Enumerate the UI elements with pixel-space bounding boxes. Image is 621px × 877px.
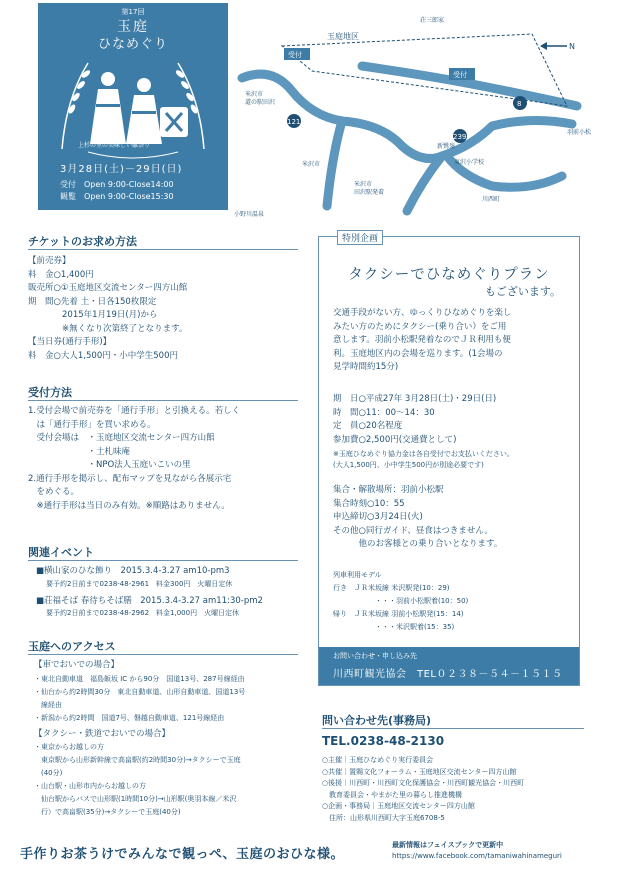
car-route: 線経由 (34, 700, 62, 709)
organizer-line: ○後援｜川西町・川西町文化保護協会・川西町観光協会・川西町 (322, 779, 525, 787)
train-line: ・・・米沢駅着(15：35) (333, 623, 455, 631)
map-label-tazawa-2: 田沢駅発着 (354, 189, 385, 196)
map-reception-2: 受付 (453, 71, 467, 79)
desc-line: みたい方のためにタクシー(乗り合い）をご用 (333, 321, 507, 332)
desc-line: 利。玉庭地区内の会場を巡ります。(1会場の (333, 348, 503, 359)
reception-line: ・NPO法人玉庭いこいの里 (28, 460, 191, 470)
special-meeting (333, 484, 502, 552)
detail-line: 時 間○11：00～14：30 (333, 407, 435, 418)
special-plan-title: タクシーでひなめぐりプラン (348, 267, 550, 283)
train-line: 帰り ＪＲ米坂線 羽前小松駅発(15：14) (333, 610, 464, 618)
ticket-line: 販売所○①玉庭地区交流センター四方山館 (28, 283, 188, 293)
ticket-line: 2015年1月19日(月)から (28, 310, 158, 320)
note-line: ※玉庭ひなめぐり協力金は各自受付でお支払いください。 (333, 450, 514, 458)
inquiry-organizers (322, 755, 524, 824)
ticket-section-title: チケットのお求め方法 (28, 235, 138, 248)
map-reception-1: 受付 (288, 51, 302, 59)
map-label-michinoeki-2: 道の駅田沢 (245, 99, 276, 106)
reception-rule (28, 400, 298, 401)
map-label-tazawa: 米沢市 (354, 181, 373, 188)
road-8: 8 (517, 100, 522, 108)
ticket-line: 料 金○1,400円 (28, 269, 94, 280)
meet-line: 集合時刻○10：55 (333, 498, 405, 509)
car-route: ・東北自動車道 福島飯坂 IC から90分 国道13号、287号線経由 (34, 674, 245, 683)
north-arrow-icon (540, 42, 575, 51)
reception-line: 2.通行手形を掲示し、配布マップを見ながら各展示宅 (28, 473, 232, 484)
reception-line: 受付会場は ・玉庭地区交流センター四方山館 (28, 433, 215, 443)
reception-line: をめぐる。 (28, 487, 80, 497)
access-section-title: 玉庭へのアクセス (28, 640, 116, 653)
detail-line: 期 日○平成27年 3月28日(土)・29日(日) (333, 394, 497, 404)
ticket-line: ※無くなり次第終了となります。 (28, 323, 188, 334)
car-route: ・新潟から約2時間 国道7号、磐越自動車道、121号線経由 (34, 713, 225, 722)
train-model (333, 569, 468, 634)
map-label-onogawa: 小野川温泉 (234, 211, 265, 218)
ticket-rule (28, 249, 298, 250)
special-details (333, 393, 496, 447)
north-label: N (569, 42, 575, 51)
area-map (232, 6, 614, 221)
reception-line: 1.受付会場で前売券を「通行手形」と引換える。若しく (28, 406, 241, 416)
events-list (36, 565, 263, 619)
opening-hours (60, 179, 174, 203)
car-route: ・仙台から約2時間30分 東北自動車道、山形自動車道、国道13号 (34, 687, 246, 696)
train-route: (40分) (34, 769, 63, 777)
ticket-line: 【当日券(通行手形)】 (28, 337, 112, 347)
event-item-title: ■荘福そば 春待ちそば膳 2015.3.4-3.27 am11:30-pm2 (36, 595, 263, 606)
special-plan-subtitle: もございます。 (484, 285, 561, 298)
reception-line: は「通行手形」を買い求める。 (28, 419, 156, 430)
map-label-kawanishi: 川西町 (482, 196, 501, 203)
organizer-line: 住所：山形県川西町大字玉庭6708-5 (322, 813, 445, 822)
reception-line: ※通行手形は当日のみ有効。※順路はありません。 (28, 500, 230, 511)
facebook-link[interactable]: https://www.facebook.com/tamaniwahinameguri (392, 852, 562, 860)
meet-line: その他○同行ガイド、昼食はつきません。 (333, 525, 493, 536)
event-item-detail: 要予約2日前まで0238-48-2961 料金300円 火曜日定休 (46, 579, 233, 588)
reception-info (28, 405, 240, 513)
ticket-line: 期 間○先着 土・日各150枚限定 (28, 296, 157, 307)
train-route: ・山台駅・山形市内からお越しの方 (34, 782, 146, 790)
facebook-note: 最新情報はフェイスブックで更新中 (392, 841, 504, 849)
contact-label: お問い合わせ・申し込み先 (333, 652, 417, 660)
special-header: 特別企画 (337, 230, 383, 245)
events-rule (28, 560, 298, 561)
events-section-title: 関連イベント (28, 546, 94, 559)
map-label-yonezawa: 米沢市 (302, 161, 321, 168)
event-title-place: 玉庭 (117, 19, 149, 35)
reception-section-title: 受付方法 (28, 386, 72, 399)
train-route: 行）で高畠駅(35分)→タクシーで玉庭(40分) (34, 808, 181, 816)
ticket-line: 料 金○大人1,500円・小中学生500円 (28, 350, 178, 361)
edition-label: 第17回 (121, 8, 145, 16)
tagline: 上杉の里の美味しい雛祭り (78, 142, 151, 149)
event-item-title: ■横山家のひな飾り 2015.3.4-3.27 am10-pm3 (36, 566, 230, 576)
map-label-tamaniwa: 玉庭地区 (327, 32, 359, 41)
access-rule (28, 654, 298, 655)
train-heading: 【タクシー・鉄道でおいでの場合】 (34, 728, 171, 739)
train-route: 東京駅から山形新幹線で高畠駅(約2時間30分)→タクシーで玉庭 (34, 756, 241, 764)
special-contact-footer (319, 647, 579, 685)
special-plan-box (318, 236, 580, 686)
inquiry-rule (322, 728, 584, 729)
train-route: ・東京からお越しの方 (34, 743, 104, 751)
train-route: 仙台駅からバスで山形駅(1時間10分)→山形駅(奥羽本線／米沢 (34, 795, 237, 803)
meet-line: 申込締切○3月24日(火) (333, 512, 423, 522)
inquiry-tel: TEL.0238-48-2130 (322, 734, 445, 748)
access-info (34, 659, 245, 819)
map-label-school: 東沢小学校 (454, 159, 485, 166)
desc-line: 見学時間約15分) (333, 362, 399, 372)
detail-line: 参加費○2,500円(交通費として) (333, 434, 457, 445)
map-label-uzenkomatsu: 羽前小松 (567, 129, 592, 136)
train-line: ・・・羽前小松駅着(10：50) (333, 597, 469, 605)
note-line: (大人1,500円、小中学生500円が別途必要です) (333, 461, 484, 469)
slogan: 手作りお茶うけでみんなで観っぺ、玉庭のおひな様。 (20, 847, 345, 862)
ticket-line: 【前売券】 (28, 256, 71, 266)
event-title: ひなめぐり (97, 37, 168, 52)
desc-line: 意します。羽前小松駅発着なのでＪＲ利用も便 (333, 335, 511, 345)
road-121: 121 (287, 118, 301, 126)
viewing-hours: 観覧 Open 9:00-Close15:30 (60, 192, 174, 201)
inquiry-section-title: 問い合わせ先(事務局) (322, 714, 432, 727)
event-dates: 3月28日(土)－29日(日) (60, 164, 183, 175)
map-label-michinoeki: 米沢市 (245, 91, 264, 98)
map-label-tunnel: 新鷺嶺 (437, 143, 456, 150)
desc-line: 交通手段がない方、ゆっくりひなめぐりを楽し (333, 308, 512, 318)
organizer-line: ○共催｜置賜文化フォーラム・玉庭地区交流センター四方山館 (322, 767, 517, 776)
meet-line: 集合・解散場所：羽前小松駅 (333, 485, 444, 495)
meet-line: 他のお客様との乗り合いとなります。 (333, 539, 503, 549)
map-label-soba: 荘三郎家 (420, 17, 445, 24)
organizer-line: 教育委員会・やまがた里の暮らし推進機構 (322, 790, 462, 799)
reception-hours: 受付 Open 9:00-Close14:00 (60, 180, 174, 189)
special-note (333, 449, 514, 471)
train-line: 行き ＪＲ米坂線 米沢駅発(10：29) (333, 584, 450, 592)
train-model-heading: 列車利用モデル (333, 571, 382, 579)
car-heading: 【車でおいでの場合】 (34, 660, 120, 670)
road-239: 239 (453, 133, 467, 141)
detail-line: 定 員○20名程度 (333, 421, 403, 431)
event-item-detail: 要予約2日前まで0238-48-2962 料金1,000円 火曜日定休 (46, 609, 240, 617)
special-description (333, 307, 511, 375)
contact-phone: 川西町観光協会 TEL０２３８－５４－１５１５ (333, 669, 563, 680)
organizer-line: ○主催｜玉庭ひなめぐり実行委員会 (322, 756, 434, 764)
ticket-info (28, 255, 187, 363)
hero-panel (38, 3, 228, 210)
reception-line: ・土札味庵 (28, 446, 131, 457)
organizer-line: ○企画・事務局｜玉庭地区交流センター四方山館 (322, 802, 475, 810)
